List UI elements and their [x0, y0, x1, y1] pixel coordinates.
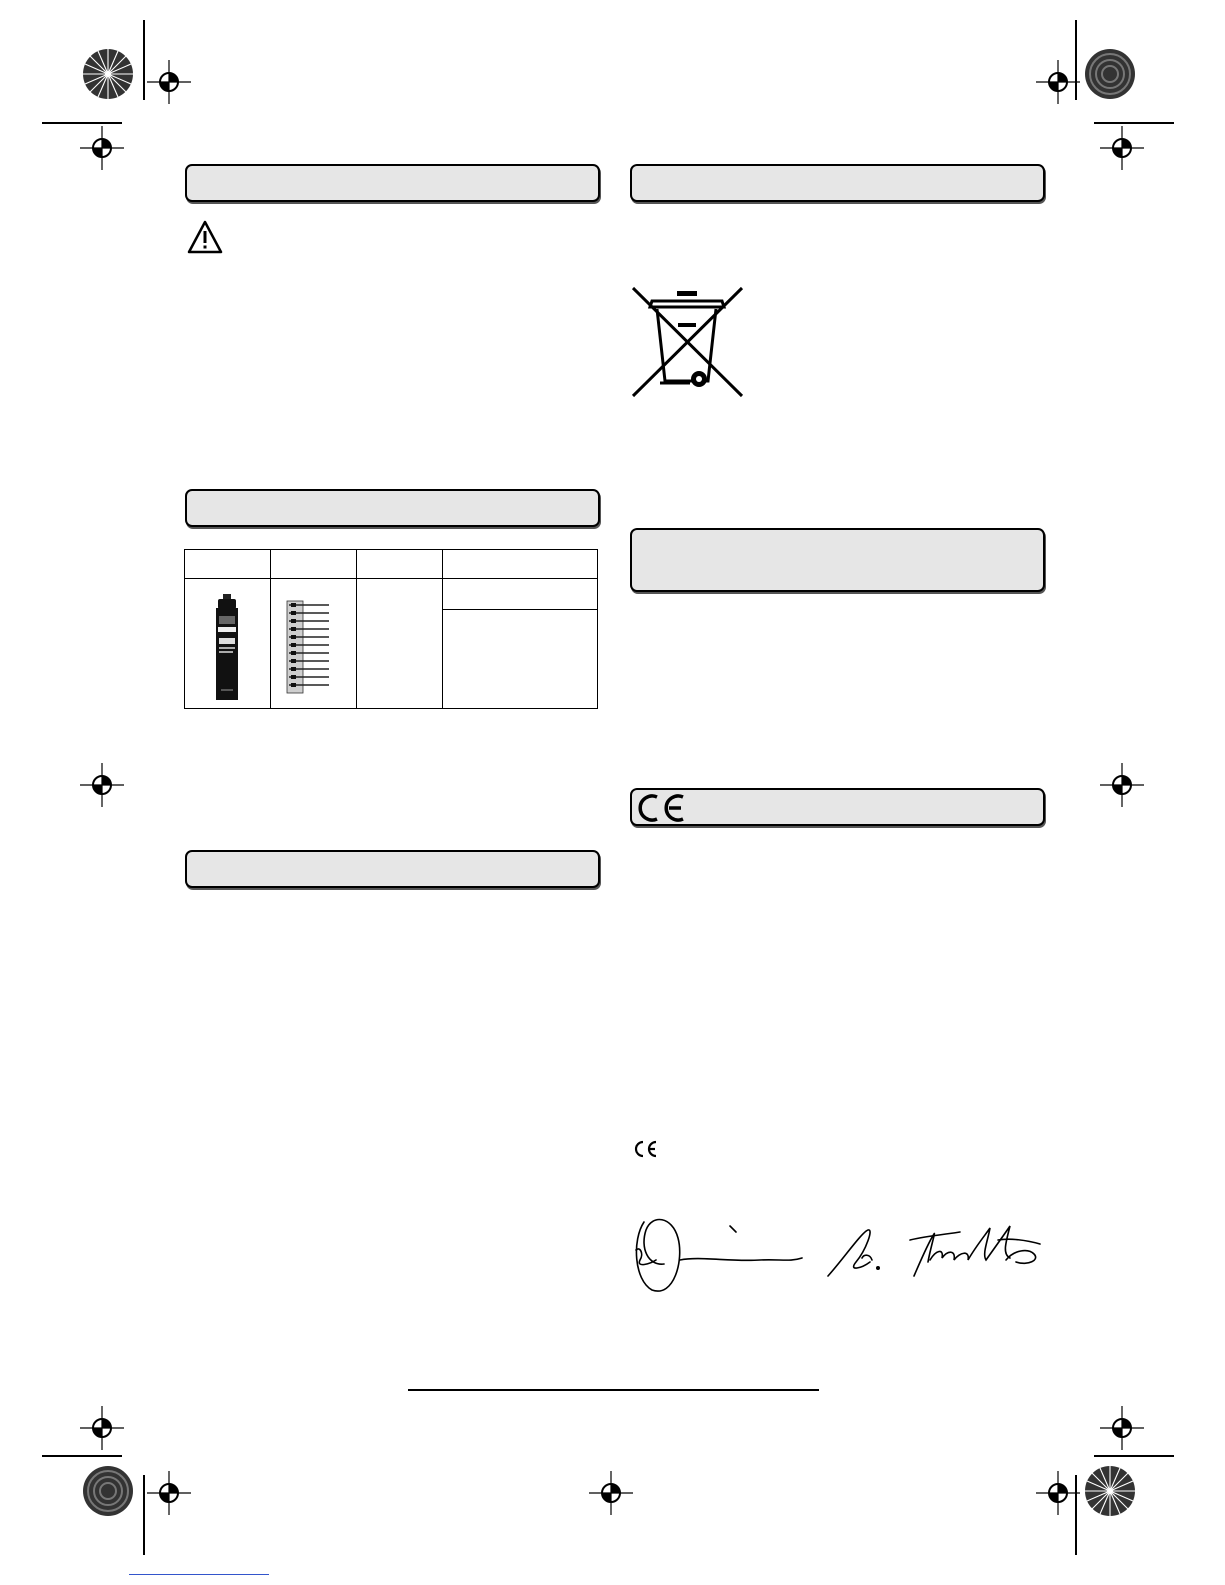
registration-mark-icon — [147, 1471, 191, 1515]
crop-line — [1094, 122, 1174, 124]
starburst-print-mark-icon — [82, 1465, 134, 1517]
crop-line — [1094, 1455, 1174, 1457]
section-heading-left-middle — [185, 489, 600, 527]
section-heading-right-middle — [630, 528, 1045, 592]
fuel-cell-image — [212, 594, 242, 700]
registration-mark-icon — [80, 1406, 124, 1450]
starburst-print-mark-icon — [82, 48, 134, 100]
section-heading-right-top — [630, 164, 1045, 202]
nail-strip-image — [285, 599, 333, 695]
table-header-cell — [185, 550, 271, 579]
section-heading-left-top — [185, 164, 600, 202]
crossed-out-wheelie-bin-icon — [630, 285, 745, 399]
registration-mark-icon — [1036, 1471, 1080, 1515]
registration-mark-icon — [1100, 763, 1144, 807]
table-cell-divider — [443, 609, 597, 610]
crop-line — [42, 122, 122, 124]
table-header-cell — [443, 550, 598, 579]
registration-mark-icon — [80, 126, 124, 170]
warning-triangle-icon — [186, 219, 224, 255]
footer-rule — [408, 1389, 819, 1391]
registration-mark-icon — [1100, 1406, 1144, 1450]
table-cell-nail-strip — [271, 579, 357, 709]
starburst-print-mark-icon — [1084, 48, 1136, 100]
table-cell — [357, 579, 443, 709]
registration-mark-icon — [589, 1471, 633, 1515]
registration-mark-icon — [1036, 60, 1080, 104]
crop-line — [143, 1475, 145, 1555]
section-heading-right-bottom — [630, 788, 1045, 826]
signature-image — [630, 1210, 1045, 1300]
table-header-cell — [271, 550, 357, 579]
ce-mark-icon — [636, 793, 688, 823]
registration-mark-icon — [80, 763, 124, 807]
ce-mark-icon — [632, 1140, 658, 1158]
table-cell-fuel-cell — [185, 579, 271, 709]
registration-mark-icon — [1100, 126, 1144, 170]
starburst-print-mark-icon — [1084, 1465, 1136, 1517]
table-header-cell — [357, 550, 443, 579]
table-cell-split — [443, 579, 598, 709]
footer-link-underline — [129, 1574, 269, 1575]
crop-line — [143, 20, 145, 100]
consumables-table — [184, 549, 598, 709]
section-heading-left-bottom — [185, 850, 600, 888]
registration-mark-icon — [147, 60, 191, 104]
crop-line — [42, 1455, 122, 1457]
